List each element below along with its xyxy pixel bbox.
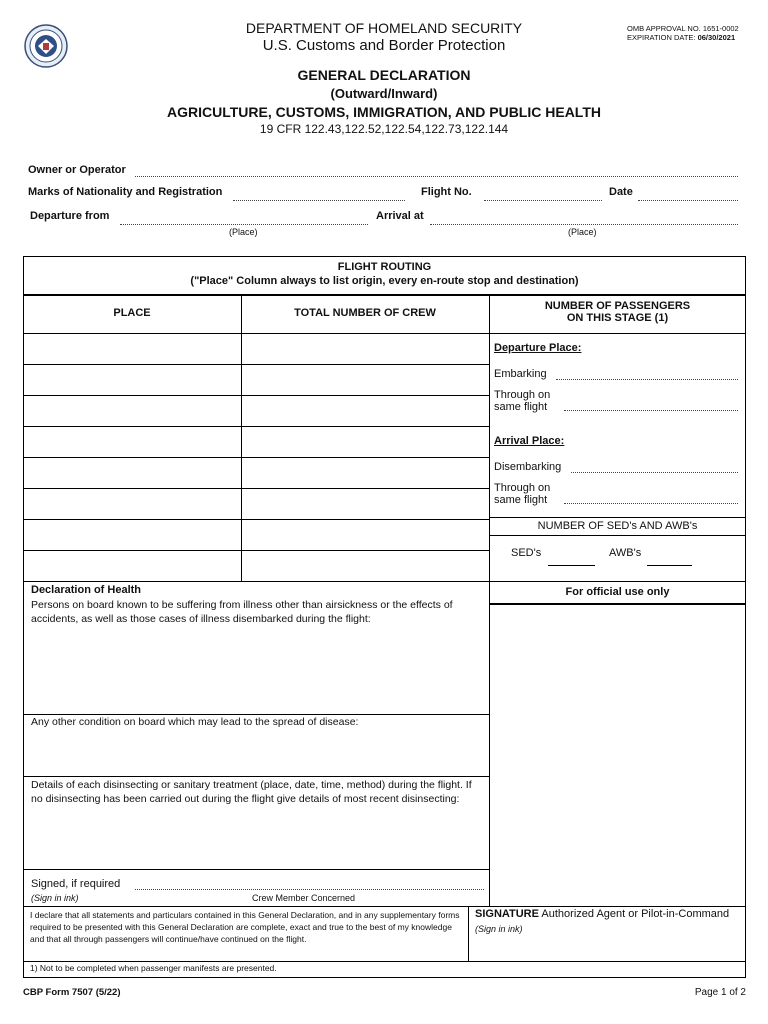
routing-divider — [23, 294, 746, 296]
disembarking-label: Disembarking — [494, 461, 562, 473]
agency-name: U.S. Customs and Border Protection — [262, 37, 506, 54]
marks-field[interactable] — [233, 200, 405, 201]
departure-label: Departure from — [30, 210, 110, 222]
owner-field[interactable] — [135, 176, 738, 177]
sed-top-line — [489, 517, 746, 518]
official-use-line — [489, 603, 746, 605]
routing-row-line — [23, 426, 489, 427]
through-on-text: Through on — [494, 389, 551, 401]
routing-row-line — [23, 488, 489, 489]
departure-place-hint: (Place) — [229, 227, 258, 237]
form-title: GENERAL DECLARATION — [297, 67, 471, 83]
seds-label: SED's — [511, 547, 542, 559]
routing-subtitle: ("Place" Column always to list origin, every en-route stop and destination) — [190, 275, 579, 287]
date-label: Date — [609, 186, 633, 198]
date-field[interactable] — [638, 200, 738, 201]
header-row-line — [23, 333, 746, 334]
crew-signature-field[interactable] — [135, 889, 484, 890]
col-pax-header-line2: ON THIS STAGE (1) — [566, 312, 669, 324]
official-use-title: For official use only — [565, 586, 670, 598]
through-arrival-field[interactable] — [564, 503, 738, 504]
signed-label: Signed, if required — [31, 878, 121, 890]
sed-title-line — [489, 535, 746, 536]
expiration-label: EXPIRATION DATE: — [627, 33, 696, 42]
departure-place-label: Departure Place: — [494, 342, 582, 354]
health-text-illness: Persons on board known to be suffering from illness other than airsickness or the effects of accidents, as well as those cases of illness disembarked during the flight: — [31, 599, 453, 625]
cfr-reference: 19 CFR 122.43,122.52,122.54,122.73,122.144 — [259, 122, 509, 136]
col-pax-header — [489, 300, 746, 324]
arrival-label: Arrival at — [376, 210, 424, 222]
col-divider-2 — [489, 295, 490, 907]
declaration-divider — [468, 906, 469, 961]
disembarking-field[interactable] — [571, 472, 738, 473]
embarking-label: Embarking — [494, 368, 547, 380]
footnote: 1) Not to be completed when passenger manifests are presented. — [30, 963, 277, 973]
page-number: Page 1 of 2 — [694, 987, 746, 998]
omb-approval-number: OMB APPROVAL NO. 1651-0002 — [627, 24, 739, 33]
through-on-text: Through on — [494, 482, 551, 494]
departure-field[interactable] — [120, 224, 368, 225]
department-name: DEPARTMENT OF HOMELAND SECURITY — [245, 20, 523, 36]
arrival-place-label: Arrival Place: — [494, 435, 565, 447]
declaration-text: I declare that all statements and particulars contained in this General Declaration, and in any supplementary forms required to be presented with this General Declaration are complete, exact and true to the best of my knowledge and that all through passengers will continue/have continued on the flight. — [30, 910, 460, 944]
sed-awb-title: NUMBER OF SED's AND AWB's — [537, 520, 698, 532]
arrival-place-hint: (Place) — [568, 227, 597, 237]
crew-member-label: Crew Member Concerned — [252, 893, 356, 903]
signature-bold: SIGNATURE — [475, 908, 539, 920]
awbs-label: AWB's — [609, 547, 642, 559]
embarking-field[interactable] — [556, 379, 738, 380]
omb-approval — [627, 24, 739, 42]
col-crew-header: TOTAL NUMBER OF CREW — [294, 307, 436, 319]
routing-row-line — [23, 457, 489, 458]
awbs-field[interactable] — [647, 565, 692, 566]
col-pax-header-line1: NUMBER OF PASSENGERS — [544, 300, 691, 312]
same-flight-text: same flight — [494, 401, 548, 413]
signature-rest: Authorized Agent or Pilot-in-Command — [538, 908, 730, 920]
routing-row-line — [23, 395, 489, 396]
form-title-line3: AGRICULTURE, CUSTOMS, IMMIGRATION, AND PUBLIC HEALTH — [167, 104, 601, 120]
flight-no-label: Flight No. — [421, 186, 472, 198]
owner-label: Owner or Operator — [28, 164, 126, 176]
flight-no-field[interactable] — [484, 200, 602, 201]
expiration-line — [627, 33, 739, 42]
signature-label — [475, 908, 729, 920]
through-on-arrival-label — [494, 482, 550, 506]
form-id: CBP Form 7507 (5/22) — [23, 987, 121, 998]
pilot-sign-in-ink: (Sign in ink) — [475, 924, 523, 934]
expiration-date: 06/30/2021 — [697, 33, 736, 42]
crew-sign-in-ink: (Sign in ink) — [31, 893, 79, 903]
seds-field[interactable] — [548, 565, 595, 566]
health-top-line — [23, 581, 746, 582]
arrival-field[interactable] — [430, 224, 738, 225]
health-line-3 — [23, 869, 489, 870]
routing-title: FLIGHT ROUTING — [337, 261, 432, 273]
routing-row-line — [23, 550, 489, 551]
marks-label: Marks of Nationality and Registration — [28, 186, 223, 198]
same-flight-text: same flight — [494, 494, 548, 506]
health-line-2 — [23, 776, 489, 777]
declaration-top-line — [23, 906, 746, 907]
through-departure-field[interactable] — [564, 410, 738, 411]
col-place-header: PLACE — [113, 307, 151, 319]
form-subtitle: (Outward/Inward) — [330, 86, 438, 101]
health-text-conditions: Any other condition on board which may lead to the spread of disease: — [31, 716, 359, 728]
routing-row-line — [23, 519, 489, 520]
health-text-disinsecting: Details of each disinsecting or sanitary treatment (place, date, time, method) during the flight. If no disinsecting has been carried out during the flight give details of most recent disinsecting: — [31, 779, 472, 805]
col-divider-1 — [241, 295, 242, 582]
routing-row-line — [23, 364, 489, 365]
through-on-departure-label — [494, 389, 550, 413]
health-title: Declaration of Health — [31, 584, 142, 596]
dhs-seal-logo — [24, 24, 68, 68]
